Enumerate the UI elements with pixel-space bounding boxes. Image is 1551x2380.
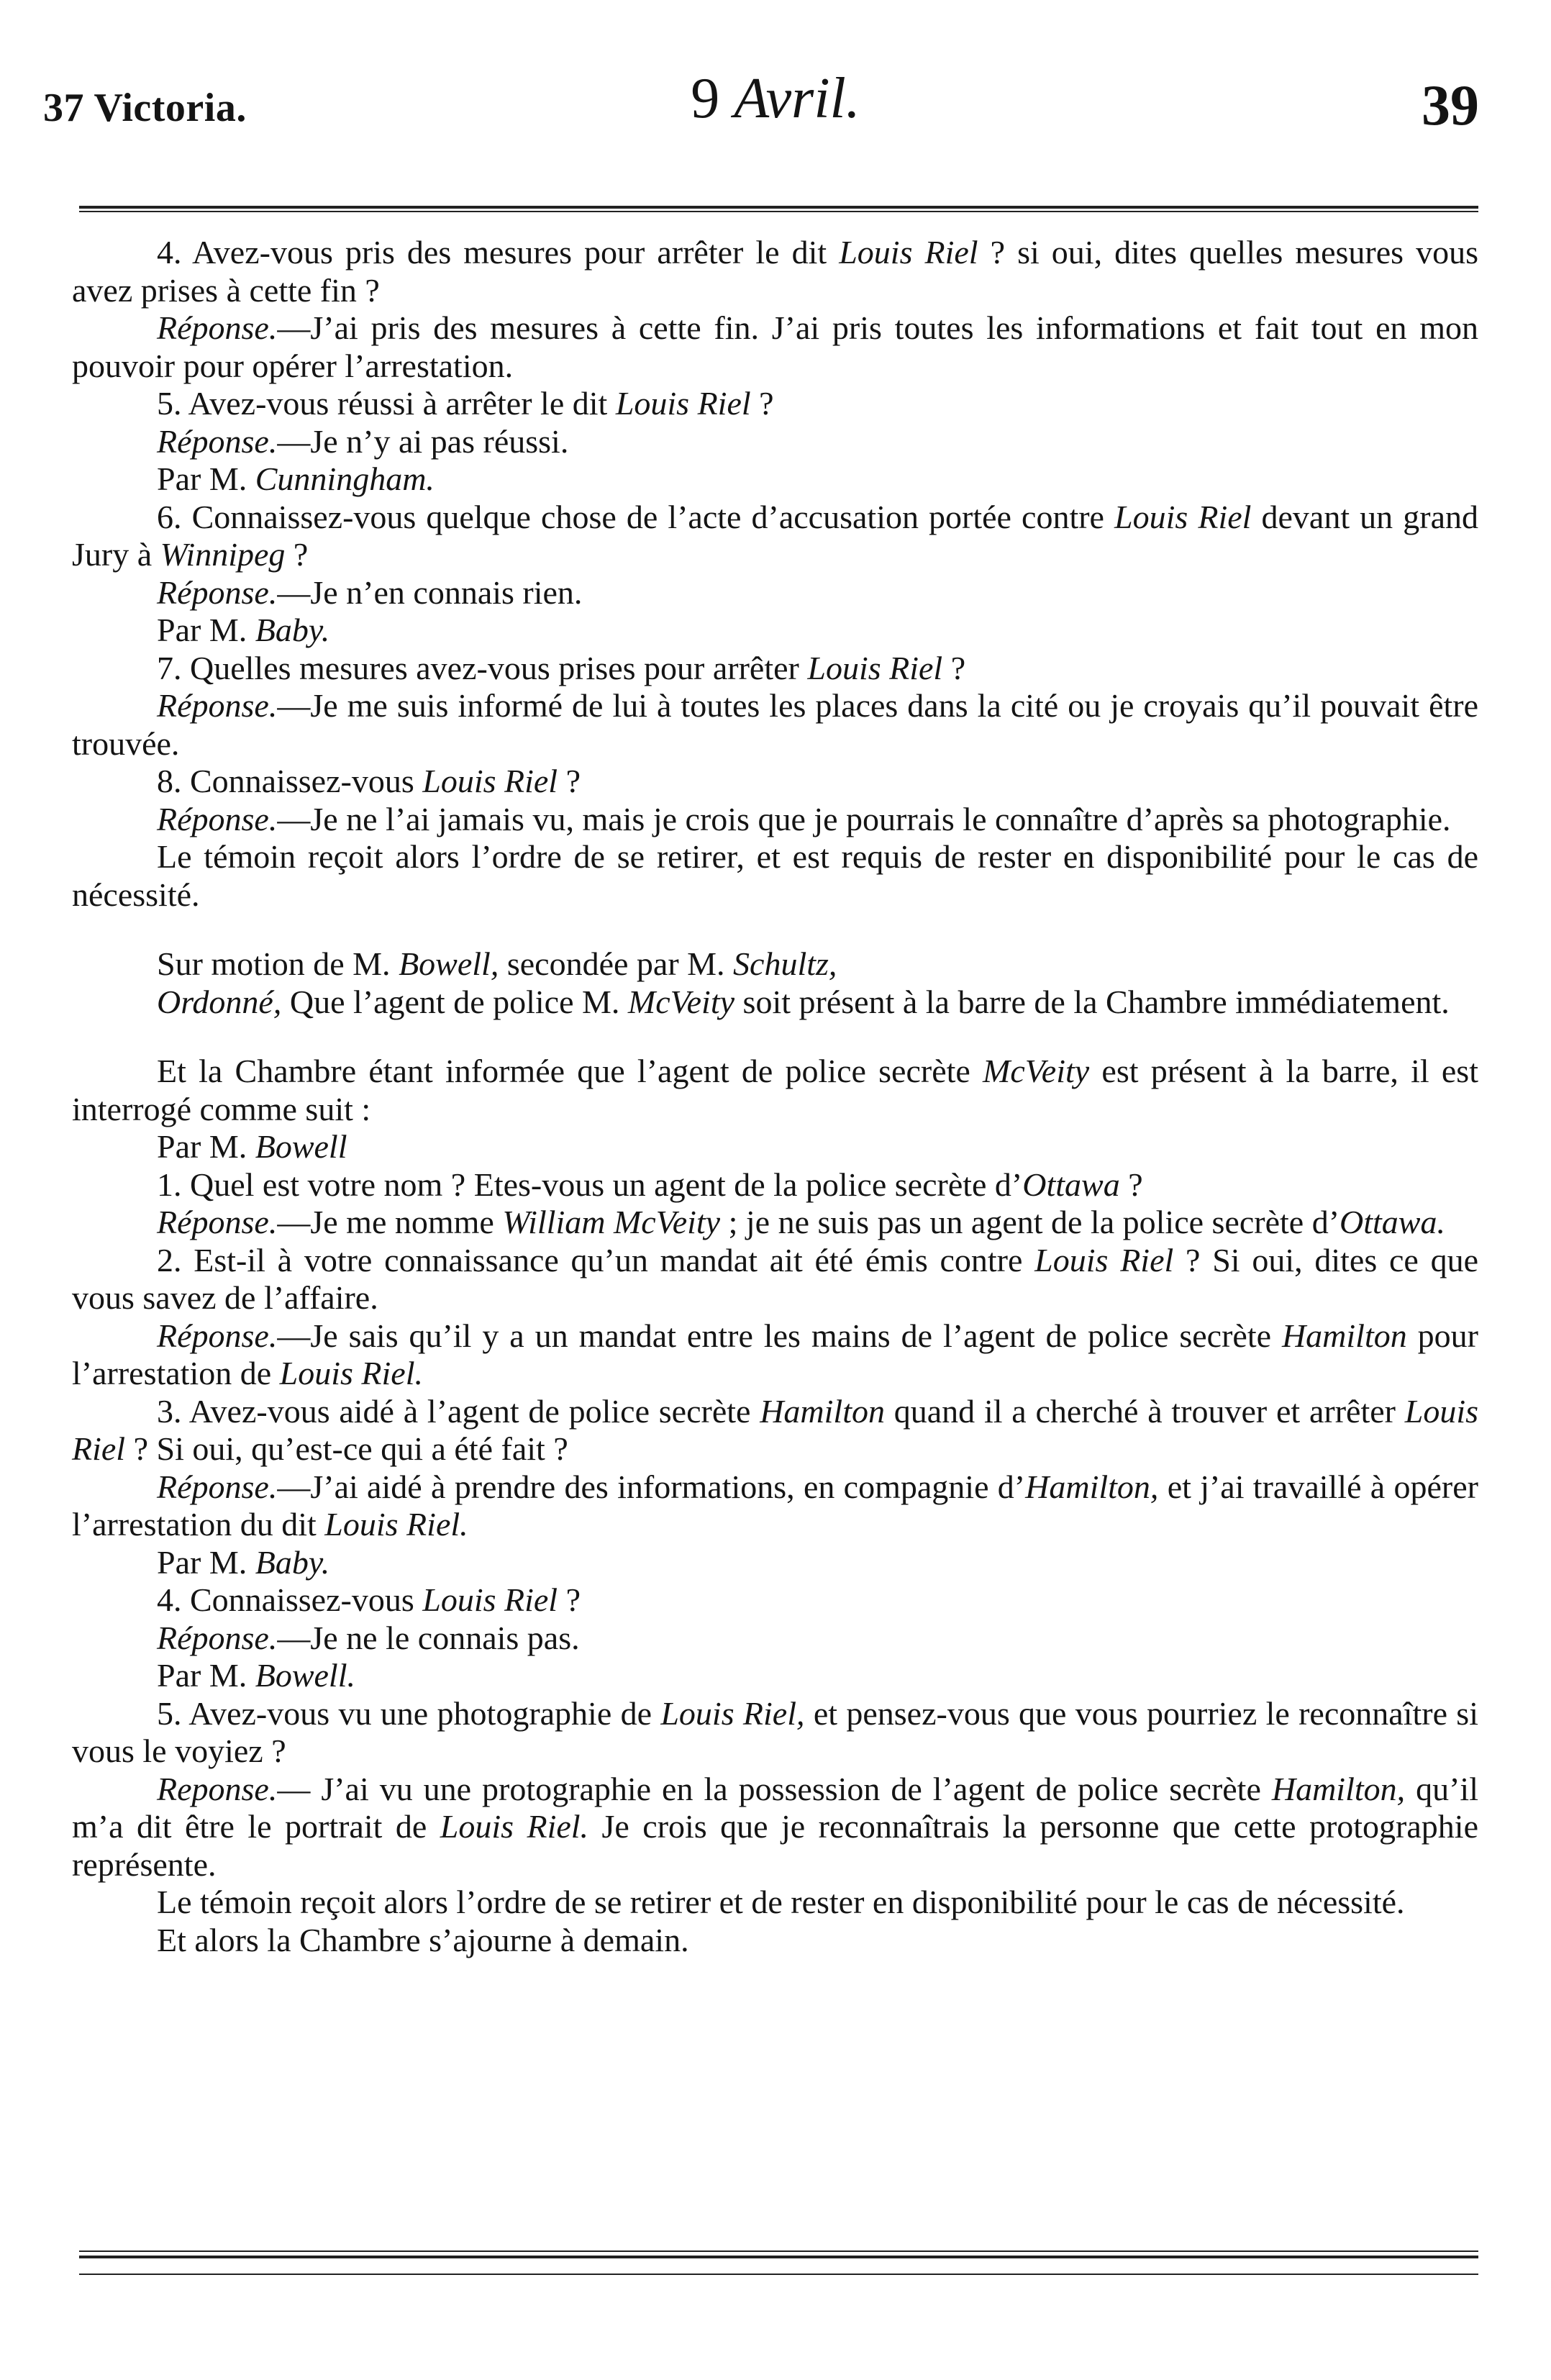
paragraph: [72, 1317, 1478, 1393]
text-run: 5. Avez-vous réussi à arrêter le dit: [157, 385, 616, 422]
paragraph: [72, 1581, 1478, 1620]
italic-text: Bowell: [255, 1128, 347, 1165]
italic-text: Baby.: [255, 1543, 330, 1581]
text-run: —Je n’en connais rien.: [277, 573, 583, 611]
italic-text: Winnipeg: [160, 536, 286, 573]
text-run: —Je n’y ai pas réussi.: [277, 422, 569, 460]
text-run: ; je ne suis pas un agent de la police secrète d’: [720, 1204, 1340, 1240]
paragraph: [72, 1468, 1478, 1544]
text-run: —Je sais qu’il y a un mandat entre les mains de l’agent de police secrète: [277, 1317, 1282, 1354]
text-run: — J’ai vu une protographie en la possession de l’agent de police secrète: [277, 1770, 1272, 1807]
paragraph: [72, 234, 1478, 309]
italic-text: Louis Riel.: [279, 1355, 423, 1391]
text-run: Que l’agent de police M.: [281, 983, 628, 1020]
page-date: [0, 66, 1551, 132]
paragraph: [72, 687, 1478, 763]
text-run: Par M.: [157, 1128, 255, 1165]
italic-text: McVeity: [983, 1053, 1090, 1089]
text-run: 7. Quelles mesures avez-vous prises pour arrêter: [157, 649, 808, 686]
text-run: ? Si oui, qu’est-ce qui a été fait ?: [125, 1430, 568, 1467]
italic-text: Bowell.: [255, 1657, 355, 1694]
italic-text: Réponse.: [157, 1619, 278, 1656]
header-rule: [79, 206, 1478, 209]
text-run: 8. Connaissez-vous: [157, 763, 423, 799]
text-run: Le témoin reçoit alors l’ordre de se retirer et de rester en disponibilité pour le cas de nécessité.: [157, 1884, 1405, 1920]
text-run: Et alors la Chambre s’ajourne à demain.: [157, 1921, 689, 1958]
text-run: Je crois que je reconnaîtrais la personne que cette protographie représente.: [72, 1808, 1478, 1883]
italic-text: Ottawa: [1022, 1166, 1120, 1203]
paragraph: [72, 984, 1478, 1022]
italic-text: Réponse.: [157, 422, 278, 460]
text-run: —J’ai pris des mesures à cette fin. J’ai pris toutes les informations et fait tout en mon pouvoir pour opérer l’arrestation.: [72, 309, 1478, 384]
paragraph: [72, 650, 1478, 688]
text-run: Par M.: [157, 612, 255, 648]
text-run: Par M.: [157, 1543, 255, 1581]
paragraph: [72, 838, 1478, 914]
italic-text: Réponse.: [157, 687, 278, 724]
text-run: et pensez-vous que vous pourriez le reconnaître si vous le voyiez ?: [72, 1694, 1478, 1769]
italic-text: Schultz,: [733, 945, 837, 982]
text-run: ? si oui, dites quelles mesures vous avez prises à cette fin ?: [72, 234, 1478, 309]
date-day: 9: [691, 67, 720, 130]
text-run: 6. Connaissez-vous quelque chose de l’acte d’accusation portée contre: [157, 498, 1115, 535]
date-month: Avril.: [734, 67, 860, 130]
text-run: ?: [285, 536, 309, 573]
text-run: ?: [558, 763, 581, 799]
text-run: Le témoin reçoit alors l’ordre de se retirer, et est requis de rester en disponibilité pour le cas de nécessité.: [72, 838, 1478, 913]
italic-text: Reponse.: [157, 1770, 278, 1807]
text-run: Sur motion de M.: [157, 945, 399, 982]
italic-text: Louis Riel: [422, 763, 558, 799]
paragraph: [72, 574, 1478, 612]
italic-text: Cunningham.: [255, 460, 435, 497]
italic-text: Hamilton: [1281, 1317, 1407, 1354]
paragraph: [72, 612, 1478, 650]
paragraph: [72, 1922, 1478, 1960]
text-run: 2. Est-il à votre connaissance qu’un mandat ait été émis contre: [157, 1241, 1035, 1278]
text-run: —J’ai aidé à prendre des informations, en compagnie d’: [277, 1468, 1026, 1505]
italic-text: Louis Riel: [615, 385, 751, 422]
header-rule-thin: [79, 211, 1478, 212]
italic-text: Baby.: [255, 612, 330, 648]
italic-text: Hamilton,: [1025, 1468, 1159, 1505]
italic-text: Louis Riel: [839, 234, 978, 271]
paragraph: [72, 423, 1478, 461]
text-run: est présent à la barre, il est interrogé comme suit :: [72, 1053, 1478, 1127]
text-run: 1. Quel est votre nom ? Etes-vous un agent de la police secrète d’: [157, 1166, 1023, 1203]
paragraph: [72, 1544, 1478, 1582]
italic-text: Réponse.: [157, 1468, 278, 1505]
paragraph: [72, 1771, 1478, 1884]
italic-text: Louis Riel: [807, 649, 943, 686]
text-run: quand il a cherché à trouver et arrêter: [884, 1392, 1405, 1430]
text-run: Et la Chambre étant informée que l’agent de police secrète: [157, 1053, 983, 1089]
italic-text: Ottawa.: [1340, 1204, 1445, 1240]
italic-text: Ordonné,: [157, 983, 282, 1020]
page-number: 39: [1422, 74, 1479, 137]
text-run: pour l’arrestation de: [72, 1317, 1478, 1391]
italic-text: Réponse.: [157, 800, 278, 837]
text-run: qu’il m’a dit être le portrait de: [72, 1770, 1478, 1845]
paragraph: [72, 1620, 1478, 1658]
paragraph: [72, 1393, 1478, 1468]
document-body: [72, 234, 1478, 1959]
footer-rule: [79, 2256, 1478, 2258]
italic-text: Louis Riel,: [660, 1694, 805, 1732]
paragraph: [72, 945, 1478, 984]
paragraph: [72, 763, 1478, 801]
text-run: —Je ne l’ai jamais vu, mais je crois que je pourrais le connaître d’après sa photographie.: [277, 800, 1451, 837]
text-run: —Je me suis informé de lui à toutes les places dans la cité ou je croyais qu’il pouvait être trouvée.: [72, 687, 1478, 762]
italic-text: Réponse.: [157, 573, 278, 611]
paragraph: [72, 1166, 1478, 1204]
text-run: 4. Avez-vous pris des mesures pour arrêter le dit: [157, 234, 840, 271]
paragraph: [72, 499, 1478, 574]
text-run: devant un grand Jury à: [72, 498, 1478, 573]
text-run: —Je me nomme: [277, 1204, 503, 1240]
italic-text: Réponse.: [157, 1204, 278, 1240]
session-label: 37 Victoria.: [43, 86, 247, 130]
italic-text: Réponse.: [157, 1317, 278, 1354]
paragraph: [72, 801, 1478, 839]
italic-text: William McVeity: [502, 1204, 721, 1240]
text-run: 4. Connaissez-vous: [157, 1581, 423, 1618]
italic-text: Hamilton: [760, 1392, 885, 1430]
footer-rule-top: [79, 2250, 1478, 2252]
text-run: ?: [942, 649, 966, 686]
text-run: soit présent à la barre de la Chambre immédiatement.: [734, 983, 1450, 1020]
text-run: ? Si oui, dites ce que vous savez de l’affaire.: [72, 1241, 1478, 1316]
paragraph: [72, 460, 1478, 499]
paragraph: [72, 1053, 1478, 1128]
paragraph: [72, 1242, 1478, 1317]
text-run: secondée par M.: [499, 945, 734, 982]
paragraph: [72, 1204, 1478, 1242]
text-run: 5. Avez-vous vu une photographie de: [157, 1694, 661, 1732]
paragraph: [72, 1695, 1478, 1771]
text-run: Par M.: [157, 1657, 255, 1694]
paragraph: [72, 385, 1478, 423]
text-run: —Je ne le connais pas.: [277, 1619, 580, 1656]
text-run: ?: [750, 385, 774, 422]
paragraph: [72, 309, 1478, 385]
text-run: ?: [558, 1581, 581, 1618]
italic-text: Louis Riel: [1114, 498, 1252, 535]
text-run: Par M.: [157, 460, 255, 497]
paragraph: [72, 1128, 1478, 1166]
text-run: 3. Avez-vous aidé à l’agent de police secrète: [157, 1392, 760, 1430]
italic-text: Louis Riel.: [324, 1506, 468, 1543]
paragraph: [72, 1884, 1478, 1922]
italic-text: Louis Riel: [1034, 1241, 1174, 1278]
paragraph: [72, 1657, 1478, 1695]
italic-text: Réponse.: [157, 309, 278, 346]
footer-rule-bottom: [79, 2274, 1478, 2275]
text-run: et j’ai travaillé à opérer l’arrestation du dit: [72, 1468, 1478, 1543]
italic-text: Bowell,: [399, 945, 499, 982]
italic-text: Louis Riel: [72, 1392, 1478, 1467]
italic-text: Louis Riel: [422, 1581, 558, 1618]
italic-text: Louis Riel.: [440, 1808, 589, 1845]
text-run: ?: [1119, 1166, 1143, 1203]
italic-text: McVeity: [627, 983, 735, 1020]
italic-text: Hamilton,: [1271, 1770, 1406, 1807]
